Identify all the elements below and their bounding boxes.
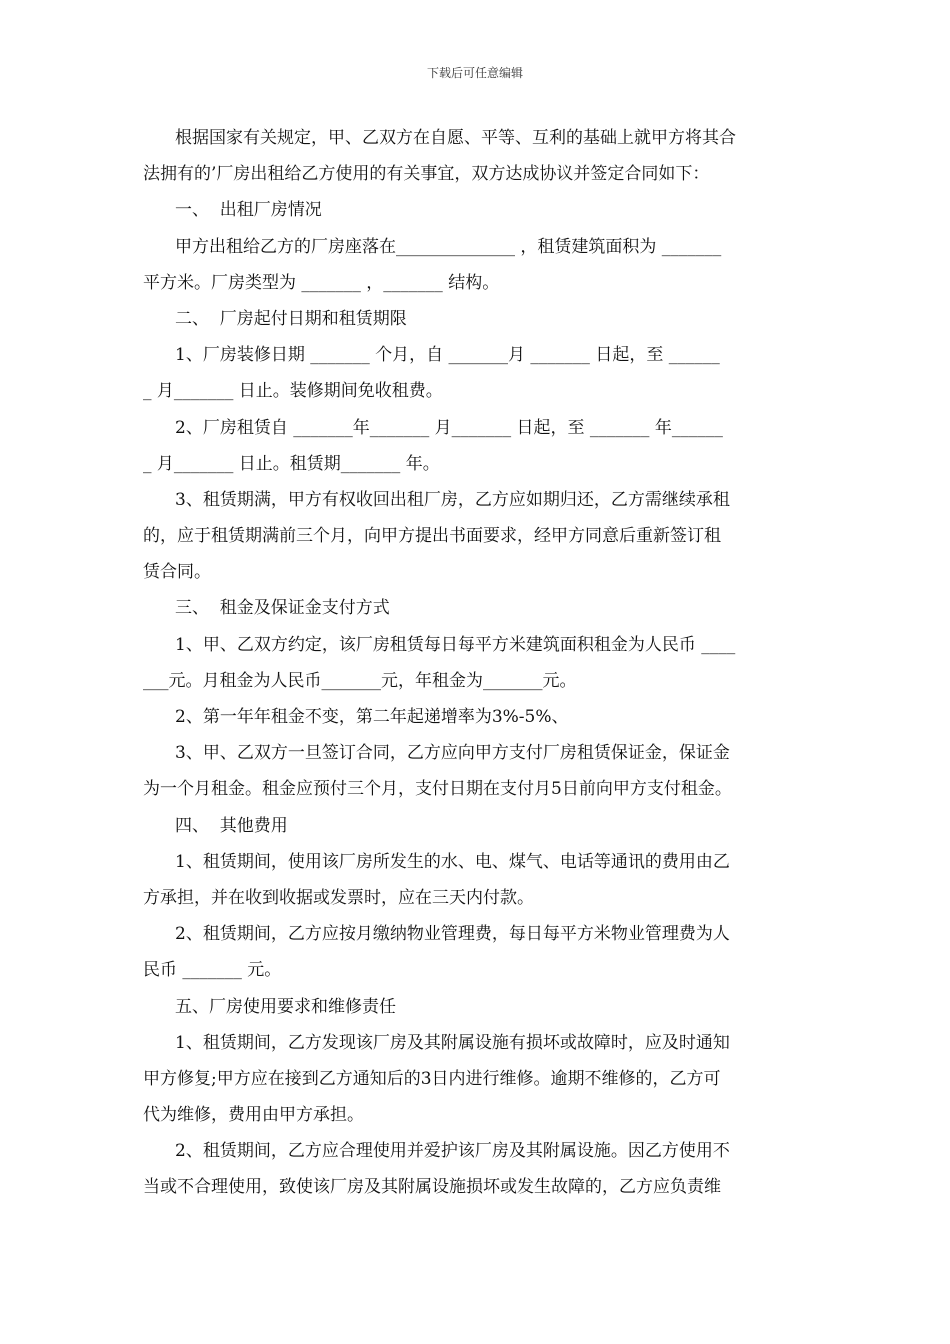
contract-line: 当或不合理使用，致使该厂房及其附属设施损坏或发生故障的，乙方应负责维 — [143, 1177, 721, 1198]
contract-line: 2、租赁期间，乙方应合理使用并爱护该厂房及其附属设施。因乙方使用不 — [175, 1141, 730, 1162]
contract-line: 1、甲、乙双方约定，该厂房租赁每日每平方米建筑面积租金为人民币 ____ — [175, 634, 736, 655]
contract-line: 法拥有的’厂房出租给乙方使用的有关事宜，双方达成协议并签定合同如下： — [143, 164, 710, 185]
contract-line: 赁合同。 — [143, 562, 211, 583]
contract-line: 甲方出租给乙方的厂房座落在______________ ，租赁建筑面积为 _______ — [175, 236, 722, 257]
contract-line: 平方米。厂房类型为 _______ ，_______ 结构。 — [143, 272, 500, 293]
contract-line: 代为维修，费用由甲方承担。 — [143, 1105, 364, 1126]
contract-line: 1、厂房装修日期 _______ 个月，自 _______月 _______ 日起，至 ______ — [175, 345, 720, 366]
contract-line: ___元。月租金为人民币_______元，年租金为_______元。 — [143, 670, 577, 691]
contract-line: 1、租赁期间，乙方发现该厂房及其附属设施有损坏或故障时，应及时通知 — [175, 1032, 730, 1053]
contract-line: 2、第一年年租金不变，第二年起递增率为3%-5%、 — [175, 707, 569, 727]
contract-line: 民币 _______ 元。 — [143, 960, 282, 981]
contract-line: 1、租赁期间，使用该厂房所发生的水、电、煤气、电话等通讯的费用由乙 — [175, 851, 730, 872]
contract-line: _ 月_______ 日止。租赁期_______ 年。 — [143, 453, 440, 474]
contract-line: 2、厂房租赁自 _______年_______ 月_______ 日起，至 _______ 年______ — [175, 417, 723, 438]
contract-line: 四、 其他费用 — [175, 815, 288, 836]
contract-line: 2、租赁期间，乙方应按月缴纳物业管理费，每日每平方米物业管理费为人 — [175, 924, 730, 945]
contract-line: _ 月_______ 日止。装修期间免收租费。 — [143, 381, 443, 402]
contract-line: 三、 租金及保证金支付方式 — [175, 598, 390, 619]
contract-line: 甲方修复;甲方应在接到乙方通知后的3日内进行维修。逾期不维修的，乙方可 — [143, 1068, 721, 1089]
contract-line: 方承担，并在收到收据或发票时，应在三天内付款。 — [143, 887, 534, 908]
contract-line: 为一个月租金。租金应预付三个月，支付日期在支付月5日前向甲方支付租金。 — [143, 779, 732, 800]
page-header-note: 下载后可任意编辑 — [426, 66, 523, 80]
contract-line: 的，应于租赁期满前三个月，向甲方提出书面要求，经甲方同意后重新签订租 — [143, 526, 721, 547]
contract-line: 3、租赁期满，甲方有权收回出租厂房，乙方应如期归还，乙方需继续承租 — [175, 489, 730, 510]
contract-body — [143, 120, 808, 1206]
contract-line: 3、甲、乙双方一旦签订合同，乙方应向甲方支付厂房租赁保证金，保证金 — [175, 743, 730, 764]
contract-line: 二、 厂房起付日期和租赁期限 — [175, 308, 407, 329]
contract-line: 根据国家有关规定，甲、乙双方在自愿、平等、互利的基础上就甲方将其合 — [175, 128, 736, 148]
contract-line: 一、 出租厂房情况 — [175, 200, 322, 221]
contract-line: 五、厂房使用要求和维修责任 — [175, 996, 396, 1017]
